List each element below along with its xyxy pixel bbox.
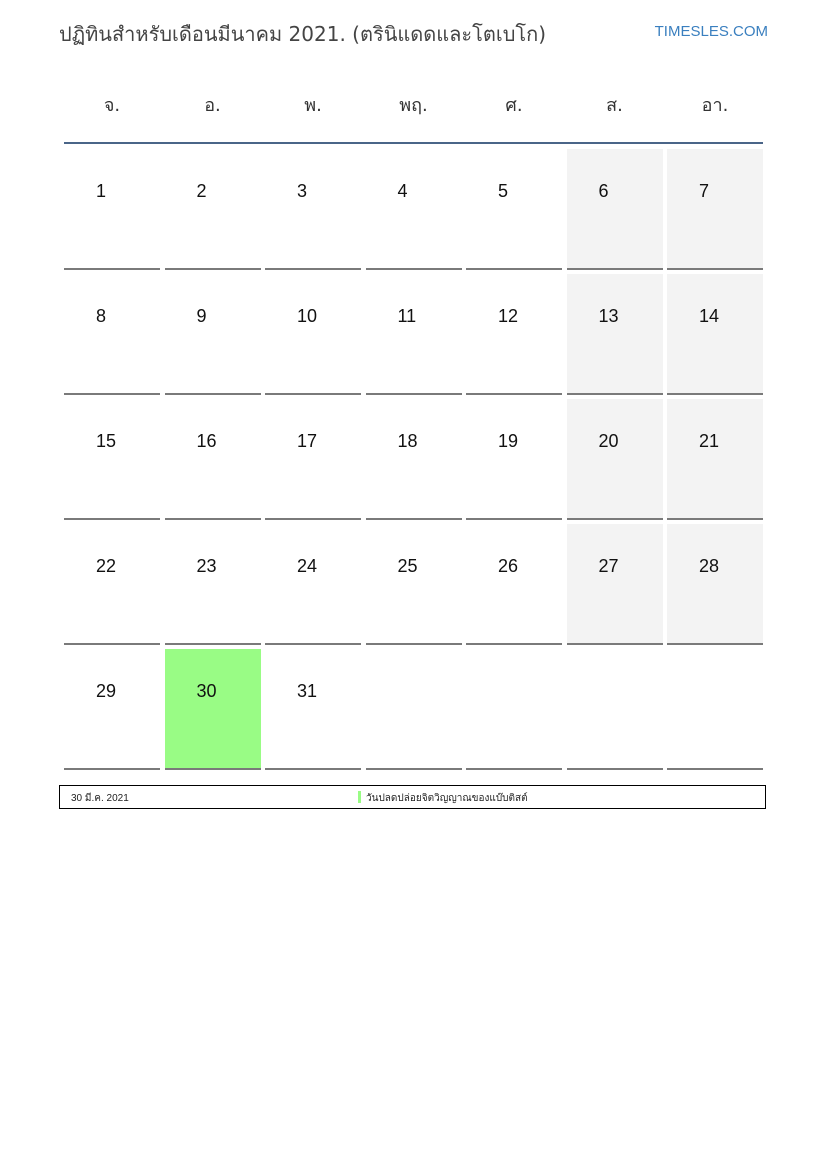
day-cell[interactable] — [64, 149, 160, 270]
day-cell[interactable] — [64, 524, 160, 645]
weekday-header-row — [64, 90, 763, 120]
day-number: 24 — [297, 556, 318, 576]
day-cell[interactable] — [265, 149, 361, 270]
day-number: 19 — [498, 431, 519, 451]
day-number: 26 — [498, 556, 519, 576]
day-cell[interactable] — [567, 149, 663, 270]
day-cell[interactable] — [64, 399, 160, 520]
day-number: 12 — [498, 306, 519, 326]
day-cell[interactable] — [366, 524, 462, 645]
day-cell[interactable] — [165, 399, 261, 520]
day-number: 17 — [297, 431, 318, 451]
day-number: 23 — [196, 556, 217, 576]
weekday-wed: พ. — [304, 95, 322, 116]
day-number: 25 — [397, 556, 418, 576]
day-cell[interactable] — [667, 399, 763, 520]
day-cell[interactable] — [64, 274, 160, 395]
weekday-sat: ส. — [606, 95, 623, 116]
weekday-sun: อา. — [701, 95, 729, 116]
day-number: 13 — [598, 306, 619, 326]
empty-day-cell — [366, 649, 462, 770]
day-number: 5 — [498, 181, 509, 201]
day-number: 30 — [196, 681, 217, 701]
day-cell[interactable] — [366, 149, 462, 270]
day-number: 21 — [699, 431, 720, 451]
day-number: 27 — [598, 556, 619, 576]
day-number: 20 — [598, 431, 619, 451]
day-cell[interactable] — [165, 524, 261, 645]
day-cell[interactable] — [64, 649, 160, 770]
day-number: 15 — [96, 431, 117, 451]
weekday-thu: พฤ. — [399, 95, 428, 116]
day-number: 9 — [196, 306, 207, 326]
site-link[interactable]: TIMESLES.COM — [654, 23, 768, 40]
day-cell[interactable] — [366, 399, 462, 520]
day-number: 8 — [96, 306, 107, 326]
header-divider — [64, 142, 763, 144]
calendar-grid — [64, 149, 763, 770]
holiday-list — [59, 785, 766, 809]
day-number: 2 — [196, 181, 207, 201]
day-number: 29 — [96, 681, 117, 701]
day-number: 28 — [699, 556, 720, 576]
day-cell[interactable] — [567, 524, 663, 645]
empty-day-cell — [667, 649, 763, 770]
empty-day-cell — [466, 649, 562, 770]
day-number: 7 — [699, 181, 710, 201]
day-cell[interactable] — [466, 524, 562, 645]
weekday-mon: จ. — [103, 95, 121, 116]
day-cell[interactable] — [567, 274, 663, 395]
weekday-fri: ศ. — [505, 95, 523, 116]
day-cell[interactable] — [265, 649, 361, 770]
page-title: ปฏิทินสำหรับเดือนมีนาคม 2021. (ตรินิแดดและโตเบโก) — [59, 22, 547, 46]
day-cell[interactable] — [265, 524, 361, 645]
day-cell[interactable] — [265, 399, 361, 520]
day-number: 11 — [397, 306, 417, 326]
day-cell[interactable] — [366, 274, 462, 395]
day-cell[interactable] — [466, 149, 562, 270]
day-cell[interactable] — [667, 524, 763, 645]
day-number: 22 — [96, 556, 117, 576]
day-number: 6 — [598, 181, 609, 201]
day-cell[interactable] — [567, 399, 663, 520]
weekday-tue: อ. — [204, 95, 221, 116]
day-cell[interactable] — [466, 399, 562, 520]
day-number: 18 — [397, 431, 418, 451]
day-number: 14 — [699, 306, 720, 326]
day-number: 3 — [297, 181, 308, 201]
day-number: 1 — [96, 181, 107, 201]
day-cell[interactable] — [667, 274, 763, 395]
day-cell[interactable] — [265, 274, 361, 395]
day-number: 31 — [297, 681, 318, 701]
holiday-color-marker — [358, 791, 361, 803]
day-cell[interactable] — [165, 149, 261, 270]
day-cell[interactable] — [165, 649, 261, 770]
day-number: 10 — [297, 306, 318, 326]
day-cell[interactable] — [466, 274, 562, 395]
holiday-date: 30 มี.ค. 2021 — [71, 793, 129, 804]
day-number: 16 — [196, 431, 217, 451]
day-number: 4 — [397, 181, 408, 201]
holiday-name: วันปลดปล่อยจิตวิญญาณของแบ๊บติสต์ — [366, 793, 528, 804]
day-cell[interactable] — [165, 274, 261, 395]
day-cell[interactable] — [667, 149, 763, 270]
empty-day-cell — [567, 649, 663, 770]
